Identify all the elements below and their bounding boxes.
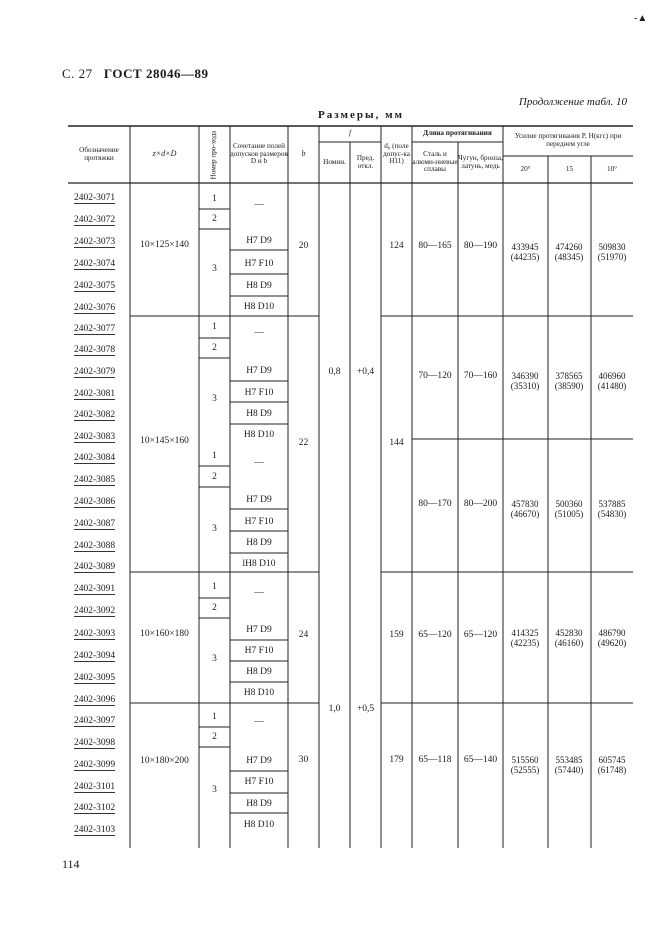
pass-number: 2: [212, 213, 217, 224]
pass-number: 3: [212, 523, 217, 534]
table-row-code: 2402-3102: [74, 803, 116, 813]
col-steel: Сталь и алюми-ниевые сплавы: [412, 149, 458, 174]
table-row-code: 2402-3075: [74, 281, 116, 291]
length-iron: 80—200: [463, 499, 498, 510]
col-force: Усилие протягивания P, Н(кгс) при переднем угле: [514, 132, 622, 148]
table-row-code: 2402-3092: [74, 606, 116, 616]
group-dims: 10×145×160: [140, 436, 189, 447]
f-deviation: +0,4: [356, 367, 375, 378]
tolerance-dash: —: [254, 328, 264, 338]
corner-mark: -▲: [634, 13, 648, 24]
table-row-code: 2402-3074: [74, 259, 116, 269]
col-pass-no: [199, 126, 230, 183]
table-row-code: 2402-3089: [74, 562, 116, 572]
force-15: 452830 (46160): [554, 628, 584, 649]
tolerance-combo: H8 D9: [246, 667, 272, 677]
group-dims: 10×160×180: [140, 629, 189, 640]
table-row-code: 2402-3081: [74, 389, 116, 399]
table-row-code: 2402-3083: [74, 432, 116, 442]
pass-number: 2: [212, 342, 217, 353]
force-20: 457830 (46670): [510, 499, 540, 520]
page-label: С. 27: [62, 66, 93, 81]
table-row-code: 2402-3095: [74, 673, 116, 683]
force-20: 346390 (35310): [510, 371, 540, 392]
f-nominal: 1,0: [328, 704, 341, 715]
table-row-code: 2402-3085: [74, 475, 116, 485]
table-row-code: 2402-3073: [74, 237, 116, 247]
d0-value: 159: [389, 630, 404, 641]
table-row-code: 2402-3084: [74, 453, 116, 463]
force-10: 537885 (54830): [597, 499, 627, 520]
tolerance-combo: H7 F10: [244, 517, 274, 527]
pass-number: 1: [212, 193, 217, 204]
tolerance-combo: H8 D9: [246, 538, 272, 548]
force-20: 515560 (52555): [510, 755, 540, 776]
col-tolerance-combo: Сочетание полей допусков размеров D и b: [230, 141, 288, 166]
length-iron: 80—190: [463, 241, 498, 252]
d0-value: 179: [389, 755, 404, 766]
table-row-code: 2402-3082: [74, 410, 116, 420]
pass-number: 3: [212, 653, 217, 664]
length-steel: 65—118: [418, 755, 452, 766]
col-designation: Обозначение протяжки: [79, 145, 119, 162]
force-10: 605745 (61748): [597, 755, 627, 776]
page-number: 114: [62, 857, 80, 871]
col-pass-no-text: Номер про-хода: [209, 130, 218, 179]
tolerance-combo: H8 D9: [246, 281, 272, 291]
table-row-code: 2402-3091: [74, 584, 116, 594]
force-15: 553485 (57440): [554, 755, 584, 776]
tolerance-combo: H7 F10: [244, 646, 274, 656]
f-nominal: 0,8: [328, 367, 341, 378]
tolerance-combo: H7 F10: [244, 388, 274, 398]
tolerance-combo: H7 D9: [246, 756, 272, 766]
b-value: 30: [298, 755, 309, 766]
table-row-code: 2402-3078: [74, 345, 116, 355]
tolerance-combo: H7 D9: [246, 625, 272, 635]
tolerance-combo: H7 D9: [246, 495, 272, 505]
pass-number: 1: [212, 581, 217, 592]
pass-number: 1: [212, 321, 217, 332]
tolerance-dash: —: [254, 717, 264, 727]
length-iron: 65—140: [463, 755, 498, 766]
col-b: b: [301, 149, 306, 159]
pass-number: 3: [212, 784, 217, 795]
col-d0: d₀ (поле допус-ка H11): [383, 141, 410, 166]
pass-number: 2: [212, 471, 217, 482]
tolerance-combo: H7 F10: [244, 777, 274, 787]
force-15: 474260 (48345): [554, 242, 584, 263]
table-row-code: 2402-3087: [74, 519, 116, 529]
col-angle-10: 10°: [606, 164, 618, 173]
length-iron: 70—160: [463, 371, 498, 382]
table-row-code: 2402-3071: [74, 193, 116, 203]
tolerance-dash: —: [254, 588, 264, 598]
length-steel: 80—170: [418, 499, 452, 510]
b-value: 20: [298, 241, 309, 252]
tolerance-combo: H7 D9: [246, 236, 272, 246]
table-row-code: 2402-3101: [74, 782, 116, 792]
force-10: 406960 (41480): [597, 371, 627, 392]
length-steel: 65—120: [418, 630, 452, 641]
table-row-code: 2402-3103: [74, 825, 116, 835]
col-f-dev: Пред. откл.: [356, 153, 375, 170]
force-20: 433945 (44235): [510, 242, 540, 263]
table-row-code: 2402-3093: [74, 629, 116, 639]
force-10: 509830 (51970): [597, 242, 627, 263]
b-value: 22: [298, 438, 309, 449]
table-row-code: 2402-3072: [74, 215, 116, 225]
force-15: 500360 (51005): [554, 499, 584, 520]
tolerance-combo: H7 F10: [244, 259, 274, 269]
d0-value: 124: [389, 241, 404, 252]
tolerance-combo: H8 D9: [246, 799, 272, 809]
col-iron: Чугун, бронза, латунь, медь: [458, 153, 503, 170]
tolerance-combo: H7 D9: [246, 366, 272, 376]
f-deviation: +0,5: [356, 704, 375, 715]
tolerance-dash: —: [254, 200, 264, 210]
table-row-code: 2402-3096: [74, 695, 116, 705]
pass-number: 3: [212, 263, 217, 274]
table-row-code: 2402-3079: [74, 367, 116, 377]
group-dims: 10×125×140: [140, 240, 189, 251]
units-caption: Размеры, мм: [318, 109, 405, 121]
col-f: f: [349, 129, 351, 138]
tolerance-combo: lH8 D10: [242, 559, 276, 569]
force-15: 378565 (38590): [554, 371, 584, 392]
table-row-code: 2402-3094: [74, 651, 116, 661]
length-iron: 65—120: [463, 630, 498, 641]
pass-number: 1: [212, 450, 217, 461]
tolerance-combo: H8 D10: [243, 688, 275, 698]
table-row-code: 2402-3086: [74, 497, 116, 507]
table-row-code: 2402-3088: [74, 541, 116, 551]
group-dims: 10×180×200: [140, 756, 189, 767]
tolerance-combo: H8 D10: [243, 820, 275, 830]
pass-number: 3: [212, 393, 217, 404]
d0-value: 144: [389, 438, 404, 449]
tolerance-combo: H8 D10: [243, 302, 275, 312]
col-dims: z×d×D: [152, 149, 177, 159]
pass-number: 2: [212, 602, 217, 613]
b-value: 24: [298, 630, 309, 641]
table-row-code: 2402-3098: [74, 738, 116, 748]
standard-code: ГОСТ 28046—89: [103, 66, 209, 81]
col-length: Длина протягивания: [423, 129, 492, 138]
tolerance-combo: H8 D10: [243, 430, 275, 440]
table-row-code: 2402-3076: [74, 303, 116, 313]
tolerance-dash: —: [254, 458, 264, 468]
force-10: 486790 (49620): [597, 628, 627, 649]
length-steel: 80—165: [418, 241, 452, 252]
length-steel: 70—120: [418, 371, 452, 382]
tolerance-combo: H8 D9: [246, 409, 272, 419]
pass-number: 1: [212, 711, 217, 722]
col-angle-20: 20°: [520, 164, 531, 173]
pass-number: 2: [212, 731, 217, 742]
col-angle-15: 15: [565, 164, 574, 173]
col-f-nom: Номин.: [323, 157, 346, 166]
force-20: 414325 (42235): [510, 628, 540, 649]
table-row-code: 2402-3099: [74, 760, 116, 770]
table-row-code: 2402-3097: [74, 716, 116, 726]
table-row-code: 2402-3077: [74, 324, 116, 334]
continuation-note: Продолжение табл. 10: [518, 96, 627, 108]
